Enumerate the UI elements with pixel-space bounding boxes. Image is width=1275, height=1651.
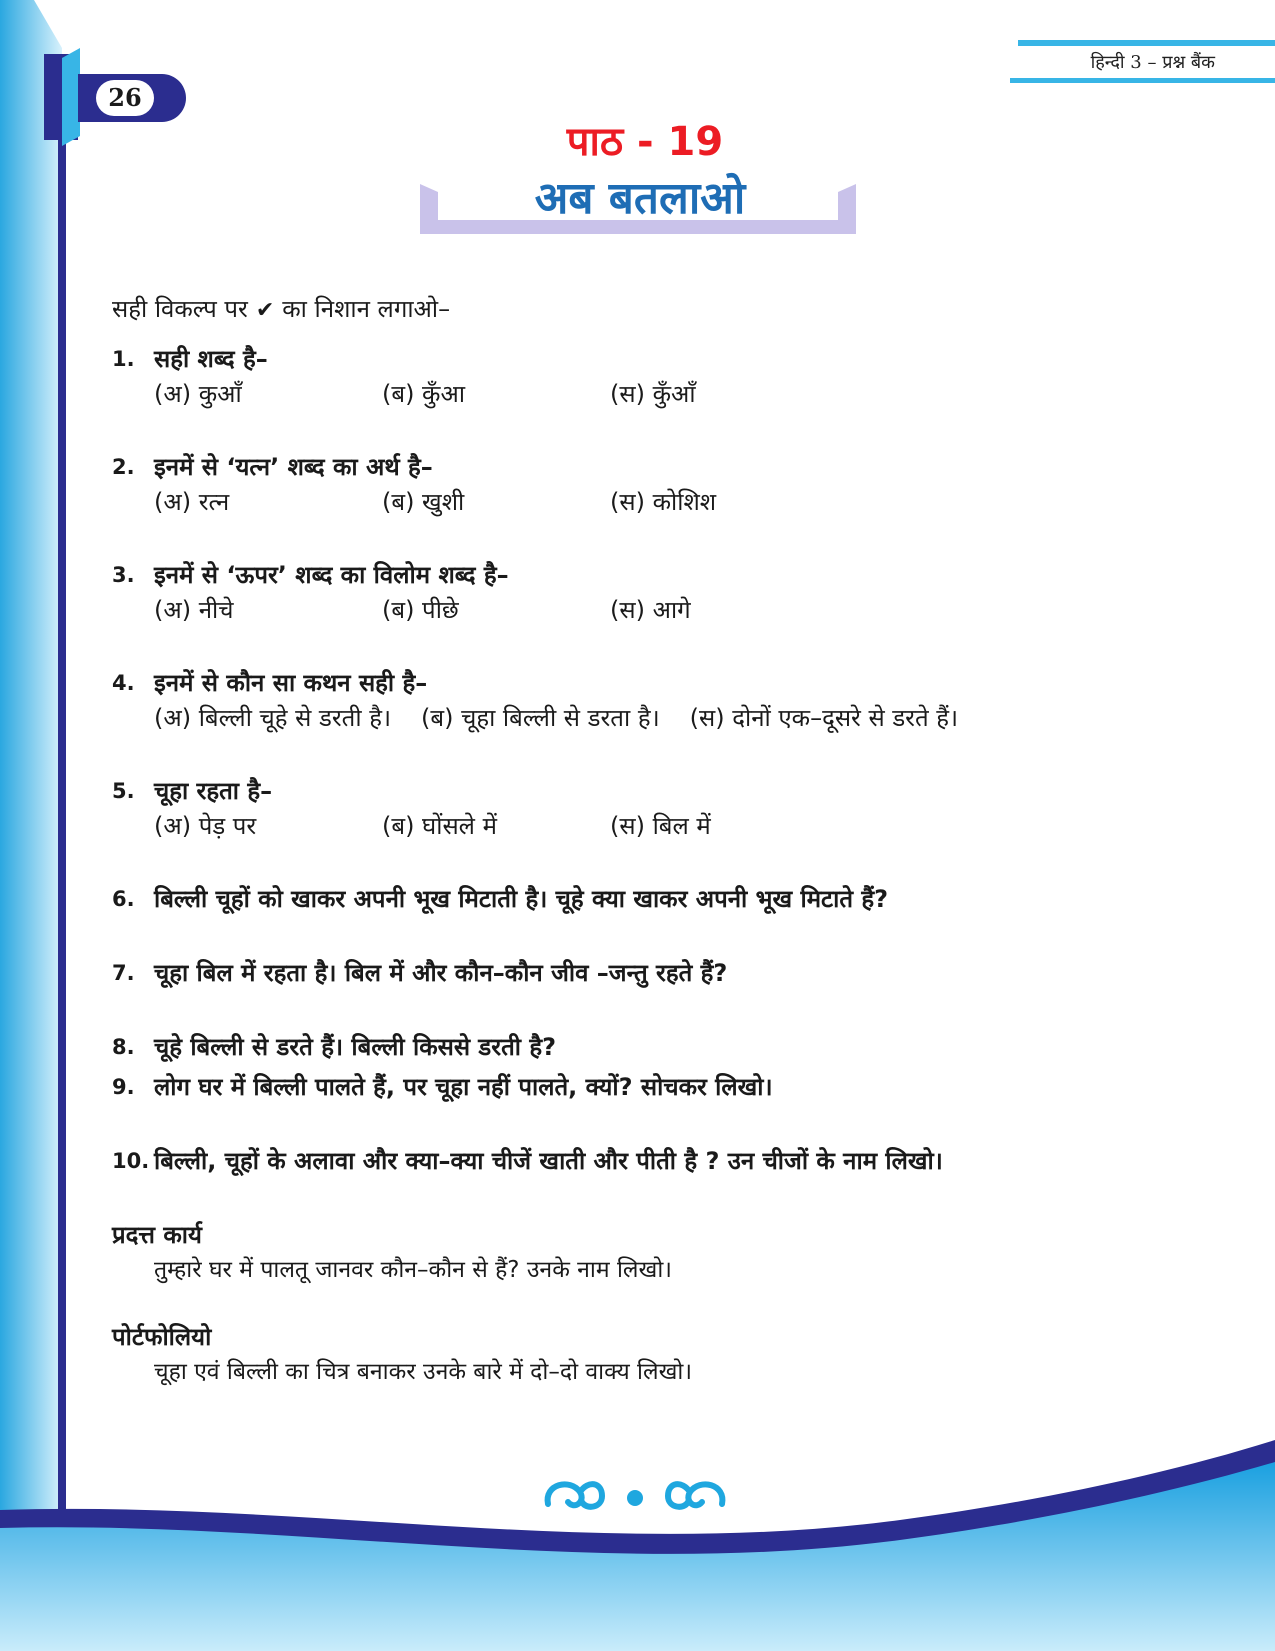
option: (अ) रत्न (154, 488, 230, 516)
mcq-options (154, 592, 1222, 628)
mcq-options (154, 376, 1222, 412)
mcq-options (154, 808, 1222, 844)
option: (स) बिल में (610, 812, 711, 840)
question-9: 9. लोग घर में बिल्ली पालते हैं, पर चूहा नहीं पालते, क्यों? सोचकर लिखो। (112, 1073, 773, 1101)
assignment-text: तुम्हारे घर में पालतू जानवर कौन–कौन से हैं? उनके नाम लिखो। (154, 1257, 672, 1283)
option: (ब) चूहा बिल्ली से डरता है। (421, 704, 660, 732)
option: (ब) खुशी (382, 488, 465, 516)
mcq-question: 3. इनमें से ‘ऊपर’ शब्द का विलोम शब्द है– (112, 561, 509, 589)
lesson-number: पाठ - 19 (566, 119, 724, 165)
end-ornament-icon (540, 1472, 730, 1516)
question-content (112, 292, 1222, 1422)
question-10: 10. बिल्ली, चूहों के अलावा और क्या–क्या चीजें खाती और पीती है ? उन चीजों के नाम लिखो। (112, 1147, 943, 1175)
instruction-line (112, 292, 1222, 328)
page-number: 26 (96, 80, 154, 116)
option: (ब) कुँआ (382, 380, 466, 408)
check-icon: ✔ (255, 298, 275, 323)
option: (स) कुँआँ (610, 380, 696, 408)
mcq-question: 1. सही शब्द है– (112, 345, 268, 373)
question-6: 6. बिल्ली चूहों को खाकर अपनी भूख मिटाती है। चूहे क्या खाकर अपनी भूख मिटाते हैं? (112, 885, 889, 913)
lesson-title: अब बतलाओ (534, 173, 746, 224)
book-label: हिन्दी 3 – प्रश्न बैंक (1090, 52, 1215, 73)
mcq-options (154, 700, 1222, 736)
mcq-question: 4. इनमें से कौन सा कथन सही है– (112, 669, 428, 697)
assignment-heading: प्रदत्त कार्य (112, 1221, 202, 1249)
instruction-text-2: का निशान लगाओ– (282, 295, 451, 323)
portfolio-text: चूहा एवं बिल्ली का चित्र बनाकर उनके बारे में दो–दो वाक्य लिखो। (154, 1359, 693, 1385)
option: (अ) बिल्ली चूहे से डरती है। (154, 704, 392, 732)
portfolio-heading: पोर्टफोलियो (112, 1323, 212, 1351)
question-8: 8. चूहे बिल्ली से डरते हैं। बिल्ली किससे डरती है? (112, 1033, 557, 1061)
option: (अ) नीचे (154, 596, 234, 624)
question-7: 7. चूहा बिल में रहता है। बिल में और कौन–कौन जीव –जन्तु रहते हैं? (112, 959, 728, 987)
option: (ब) घोंसले में (382, 812, 497, 840)
instruction-text-1: सही विकल्प पर (112, 295, 248, 323)
header-rule-bottom (1010, 78, 1275, 83)
option: (स) कोशिश (610, 488, 717, 516)
header-rule-top (1018, 40, 1275, 46)
option: (स) दोनों एक–दूसरे से डरते हैं। (689, 704, 959, 732)
option: (अ) पेड़ पर (154, 812, 257, 840)
option: (ब) पीछे (382, 596, 459, 624)
mcq-options (154, 484, 1222, 520)
option: (स) आगे (610, 596, 691, 624)
mcq-question: 2. इनमें से ‘यत्न’ शब्द का अर्थ है– (112, 453, 433, 481)
option: (अ) कुआँ (154, 380, 242, 408)
mcq-question: 5. चूहा रहता है– (112, 777, 273, 805)
